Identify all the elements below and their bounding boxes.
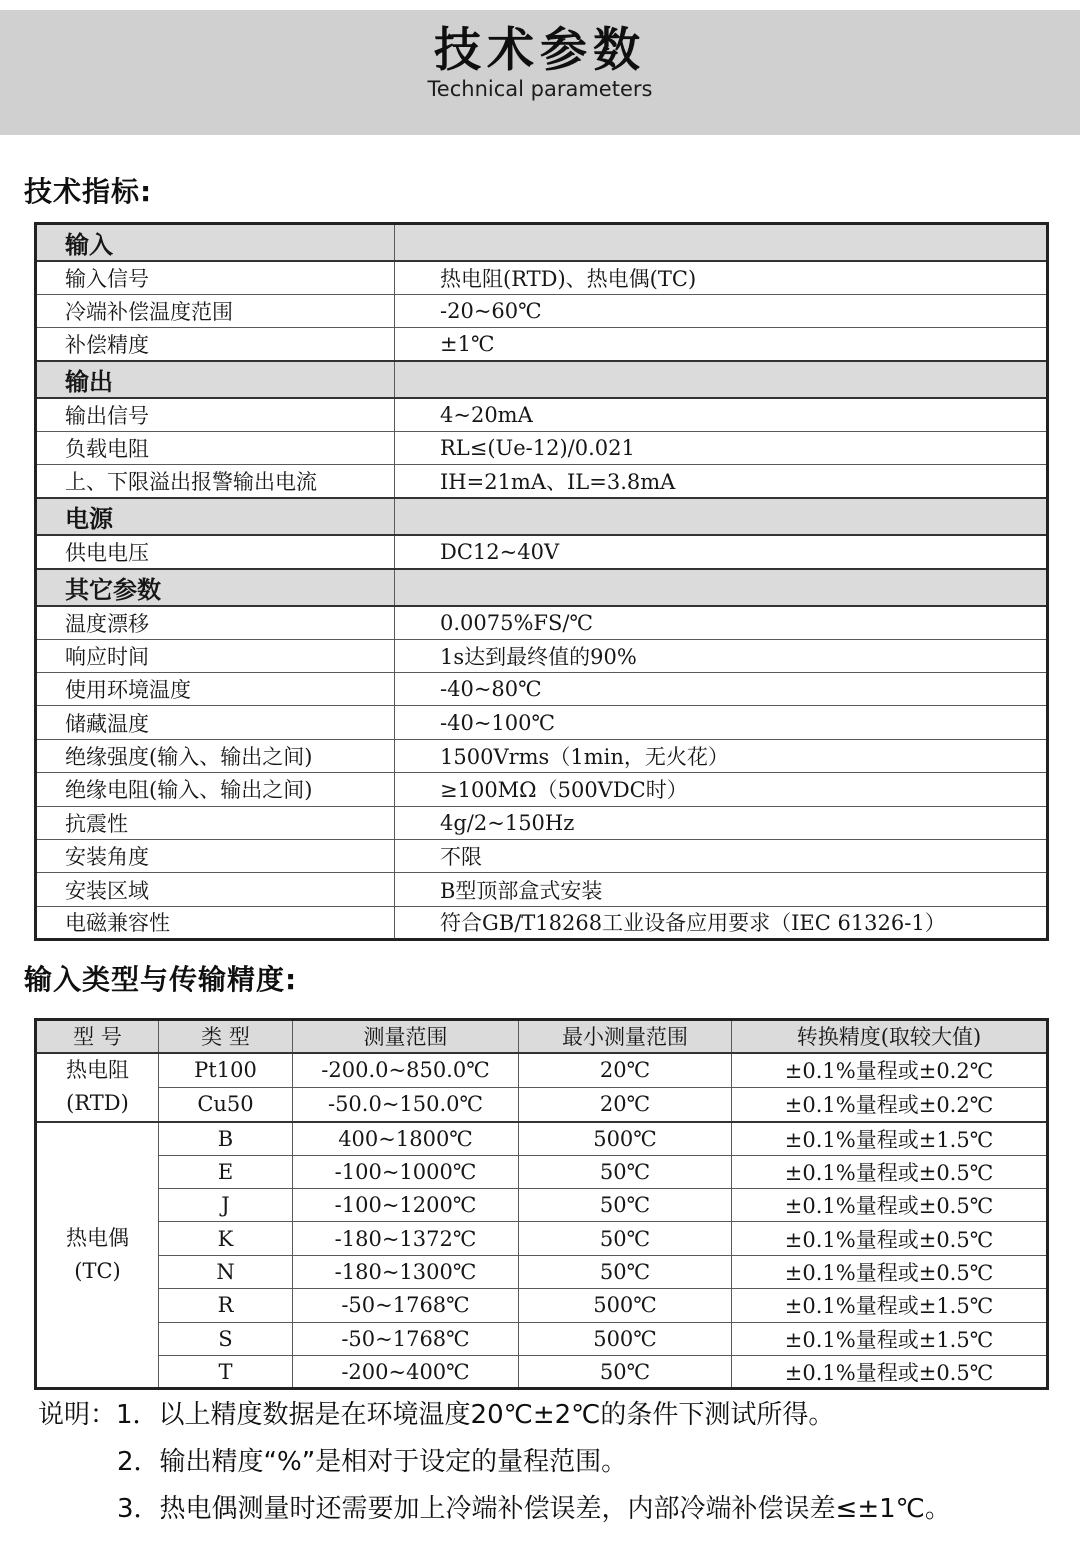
spec-label-cell: 输出信号 bbox=[36, 398, 395, 431]
accuracy-row bbox=[36, 1122, 1048, 1155]
accuracy-row bbox=[36, 1289, 1048, 1322]
min-range-cell: 500℃ bbox=[519, 1289, 732, 1322]
accuracy-table bbox=[34, 1018, 1049, 1390]
spec-value-cell: ≥100MΩ（500VDC时） bbox=[395, 773, 1048, 806]
min-range-cell: 50℃ bbox=[519, 1222, 732, 1255]
spec-label-cell: 冷端补偿温度范围 bbox=[36, 294, 395, 327]
spec-group-row bbox=[36, 361, 1048, 398]
spec-group-label-cell: 其它参数 bbox=[36, 569, 395, 606]
min-range-cell: 500℃ bbox=[519, 1122, 732, 1155]
spec-row bbox=[36, 839, 1048, 872]
type-cell: R bbox=[159, 1289, 293, 1322]
spec-label-cell: 储藏温度 bbox=[36, 706, 395, 739]
spec-value-cell: 4~20mA bbox=[395, 398, 1048, 431]
spec-row bbox=[36, 773, 1048, 806]
spec-row bbox=[36, 328, 1048, 361]
spec-group-empty-cell bbox=[395, 498, 1048, 535]
spec-row bbox=[36, 432, 1048, 465]
spec-row bbox=[36, 739, 1048, 772]
accuracy-row bbox=[36, 1053, 1048, 1087]
title-band bbox=[0, 10, 1080, 135]
notes bbox=[38, 1400, 951, 1541]
column-header-cell: 测量范围 bbox=[293, 1020, 519, 1053]
spec-value-cell: -40~100℃ bbox=[395, 706, 1048, 739]
model-line: (RTD) bbox=[66, 1091, 129, 1116]
spec-row bbox=[36, 606, 1048, 639]
accuracy-cell: ±0.1%量程或±0.2℃ bbox=[732, 1087, 1048, 1121]
spec-group-label-cell: 输入 bbox=[36, 224, 395, 262]
accuracy-cell: ±0.1%量程或±0.2℃ bbox=[732, 1053, 1048, 1087]
accuracy-cell: ±0.1%量程或±0.5℃ bbox=[732, 1188, 1048, 1221]
accuracy-row bbox=[36, 1355, 1048, 1388]
model-line: 热电阻 bbox=[66, 1057, 129, 1082]
type-cell: E bbox=[159, 1155, 293, 1188]
model-cell bbox=[36, 1053, 159, 1122]
note-line: 说明：1．以上精度数据是在环境温度20℃±2℃的条件下测试所得。 bbox=[38, 1400, 835, 1430]
accuracy-cell: ±0.1%量程或±0.5℃ bbox=[732, 1222, 1048, 1255]
range-cell: -180~1300℃ bbox=[293, 1255, 519, 1288]
page-title: 技术参数 bbox=[434, 23, 646, 78]
range-cell: -50~1768℃ bbox=[293, 1289, 519, 1322]
spec-group-empty-cell bbox=[395, 569, 1048, 606]
min-range-cell: 500℃ bbox=[519, 1322, 732, 1355]
min-range-cell: 50℃ bbox=[519, 1155, 732, 1188]
model-line: 热电偶 bbox=[66, 1225, 129, 1250]
spec-value-cell: RL≤(Ue-12)/0.021 bbox=[395, 432, 1048, 465]
spec-value-cell: ±1℃ bbox=[395, 328, 1048, 361]
spec-label-cell: 响应时间 bbox=[36, 639, 395, 672]
spec-label-cell: 安装角度 bbox=[36, 839, 395, 872]
spec-label-cell: 使用环境温度 bbox=[36, 673, 395, 706]
spec-label-cell: 输入信号 bbox=[36, 261, 395, 294]
type-cell: Pt100 bbox=[159, 1053, 293, 1087]
accuracy-cell: ±0.1%量程或±0.5℃ bbox=[732, 1355, 1048, 1388]
min-range-cell: 50℃ bbox=[519, 1355, 732, 1388]
spec-row bbox=[36, 535, 1048, 568]
spec-group-label-cell: 输出 bbox=[36, 361, 395, 398]
accuracy-row bbox=[36, 1087, 1048, 1121]
range-cell: -200.0~850.0℃ bbox=[293, 1053, 519, 1087]
type-cell: K bbox=[159, 1222, 293, 1255]
spec-group-label-cell: 电源 bbox=[36, 498, 395, 535]
spec-group-row bbox=[36, 569, 1048, 606]
spec-group-empty-cell bbox=[395, 224, 1048, 262]
page-subtitle: Technical parameters bbox=[427, 77, 653, 102]
specs-table bbox=[34, 222, 1049, 941]
spec-row bbox=[36, 261, 1048, 294]
spec-row bbox=[36, 639, 1048, 672]
accuracy-cell: ±0.1%量程或±0.5℃ bbox=[732, 1255, 1048, 1288]
spec-row bbox=[36, 706, 1048, 739]
spec-label-cell: 安装区域 bbox=[36, 873, 395, 906]
spec-row bbox=[36, 465, 1048, 498]
column-header-cell: 转换精度(取较大值) bbox=[732, 1020, 1048, 1053]
accuracy-cell: ±0.1%量程或±1.5℃ bbox=[732, 1322, 1048, 1355]
spec-row bbox=[36, 294, 1048, 327]
type-cell: S bbox=[159, 1322, 293, 1355]
range-cell: -50.0~150.0℃ bbox=[293, 1087, 519, 1121]
spec-value-cell: 0.0075%FS/℃ bbox=[395, 606, 1048, 639]
accuracy-row bbox=[36, 1188, 1048, 1221]
range-cell: -100~1000℃ bbox=[293, 1155, 519, 1188]
spec-group-empty-cell bbox=[395, 361, 1048, 398]
accuracy-row bbox=[36, 1155, 1048, 1188]
spec-value-cell: -20~60℃ bbox=[395, 294, 1048, 327]
spec-value-cell: 热电阻(RTD)、热电偶(TC) bbox=[395, 261, 1048, 294]
specs-section-heading: 技术指标: bbox=[24, 175, 153, 208]
min-range-cell: 50℃ bbox=[519, 1188, 732, 1221]
spec-label-cell: 上、下限溢出报警输出电流 bbox=[36, 465, 395, 498]
type-cell: B bbox=[159, 1122, 293, 1155]
column-header-cell: 最小测量范围 bbox=[519, 1020, 732, 1053]
range-cell: -180~1372℃ bbox=[293, 1222, 519, 1255]
spec-value-cell: DC12~40V bbox=[395, 535, 1048, 568]
spec-value-cell: IH=21mA、IL=3.8mA bbox=[395, 465, 1048, 498]
range-cell: 400~1800℃ bbox=[293, 1122, 519, 1155]
accuracy-section-heading: 输入类型与传输精度: bbox=[24, 963, 298, 996]
min-range-cell: 20℃ bbox=[519, 1087, 732, 1121]
spec-label-cell: 电磁兼容性 bbox=[36, 906, 395, 939]
range-cell: -100~1200℃ bbox=[293, 1188, 519, 1221]
spec-label-cell: 绝缘强度(输入、输出之间) bbox=[36, 739, 395, 772]
spec-row bbox=[36, 906, 1048, 939]
spec-value-cell: 不限 bbox=[395, 839, 1048, 872]
accuracy-cell: ±0.1%量程或±1.5℃ bbox=[732, 1289, 1048, 1322]
spec-value-cell: -40~80℃ bbox=[395, 673, 1048, 706]
spec-label-cell: 抗震性 bbox=[36, 806, 395, 839]
spec-value-cell: B型顶部盒式安装 bbox=[395, 873, 1048, 906]
type-cell: Cu50 bbox=[159, 1087, 293, 1121]
model-cell bbox=[36, 1122, 159, 1389]
spec-value-cell: 符合GB/T18268工业设备应用要求（IEC 61326-1） bbox=[395, 906, 1048, 939]
type-cell: N bbox=[159, 1255, 293, 1288]
note-line: 3．热电偶测量时还需要加上冷端补偿误差，内部冷端补偿误差≤±1℃。 bbox=[117, 1494, 951, 1524]
spec-value-cell: 1s达到最终值的90% bbox=[395, 639, 1048, 672]
spec-row bbox=[36, 673, 1048, 706]
spec-label-cell: 温度漂移 bbox=[36, 606, 395, 639]
spec-value-cell: 1500Vrms（1min，无火花） bbox=[395, 739, 1048, 772]
range-cell: -200~400℃ bbox=[293, 1355, 519, 1388]
model-line: (TC) bbox=[74, 1259, 121, 1284]
type-cell: J bbox=[159, 1188, 293, 1221]
spec-value-cell: 4g/2~150Hz bbox=[395, 806, 1048, 839]
accuracy-header-row bbox=[36, 1020, 1048, 1053]
spec-group-row bbox=[36, 498, 1048, 535]
accuracy-row bbox=[36, 1255, 1048, 1288]
accuracy-row bbox=[36, 1322, 1048, 1355]
spec-label-cell: 绝缘电阻(输入、输出之间) bbox=[36, 773, 395, 806]
type-cell: T bbox=[159, 1355, 293, 1388]
min-range-cell: 50℃ bbox=[519, 1255, 732, 1288]
spec-label-cell: 负载电阻 bbox=[36, 432, 395, 465]
spec-row bbox=[36, 806, 1048, 839]
note-line: 2．输出精度“%”是相对于设定的量程范围。 bbox=[117, 1447, 628, 1477]
column-header-cell: 类 型 bbox=[159, 1020, 293, 1053]
spec-label-cell: 供电电压 bbox=[36, 535, 395, 568]
spec-label-cell: 补偿精度 bbox=[36, 328, 395, 361]
spec-row bbox=[36, 873, 1048, 906]
range-cell: -50~1768℃ bbox=[293, 1322, 519, 1355]
accuracy-cell: ±0.1%量程或±0.5℃ bbox=[732, 1155, 1048, 1188]
accuracy-cell: ±0.1%量程或±1.5℃ bbox=[732, 1122, 1048, 1155]
column-header-cell: 型 号 bbox=[36, 1020, 159, 1053]
accuracy-row bbox=[36, 1222, 1048, 1255]
spec-group-row bbox=[36, 224, 1048, 262]
spec-row bbox=[36, 398, 1048, 431]
min-range-cell: 20℃ bbox=[519, 1053, 732, 1087]
